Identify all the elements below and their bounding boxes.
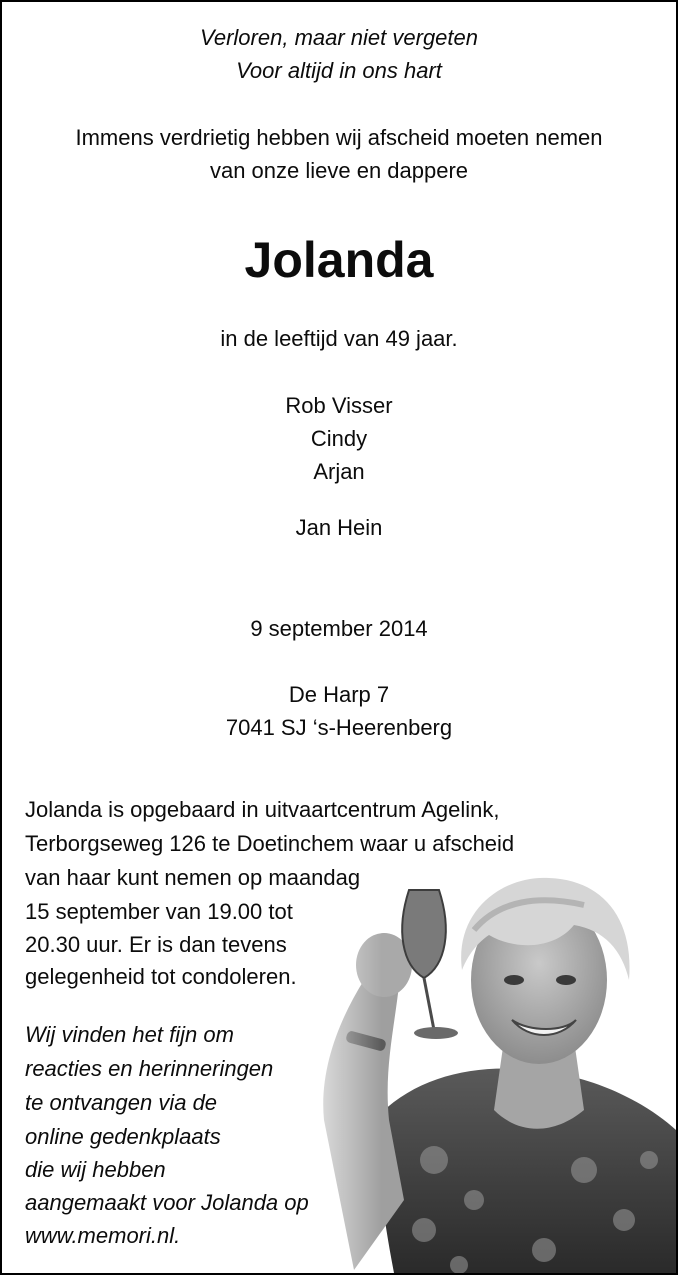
motto-line-2: Voor altijd in ons hart	[236, 58, 442, 83]
online-line-2: reacties en herinneringen	[25, 1056, 274, 1081]
online-line-6: aangemaakt voor Jolanda op	[25, 1190, 309, 1215]
deceased-name: Jolanda	[244, 232, 434, 288]
family-member-3: Arjan	[313, 459, 365, 484]
intro-line-1: Immens verdrietig hebben wij afscheid moeten nemen	[75, 125, 603, 150]
other-relative: Jan Hein	[295, 515, 383, 540]
address-line-1: De Harp 7	[288, 682, 390, 707]
online-line-3: te ontvangen via de	[25, 1090, 218, 1115]
motto-line-1: Verloren, maar niet vergeten	[200, 25, 478, 50]
family-member-1: Rob Visser	[285, 393, 393, 418]
viewing-line-6: gelegenheid tot condoleren.	[25, 964, 297, 989]
address-line-2: 7041 SJ ‘s-Heerenberg	[225, 715, 453, 740]
online-line-4: online gedenkplaats	[25, 1124, 221, 1149]
death-date: 9 september 2014	[250, 616, 428, 641]
age-line: in de leeftijd van 49 jaar.	[220, 326, 458, 351]
online-line-5: die wij hebben	[25, 1157, 166, 1182]
viewing-line-2: Terborgseweg 126 te Doetinchem waar u afscheid	[25, 831, 515, 856]
viewing-line-3: van haar kunt nemen op maandag	[25, 865, 361, 890]
memori-link[interactable]: www.memori.nl.	[25, 1223, 181, 1248]
portrait-photo	[284, 870, 676, 1273]
viewing-line-5: 20.30 uur. Er is dan tevens	[25, 932, 287, 957]
online-line-1: Wij vinden het fijn om	[25, 1022, 234, 1047]
intro-line-2: van onze lieve en dappere	[209, 158, 469, 183]
viewing-line-1: Jolanda is opgebaard in uitvaartcentrum Agelink,	[25, 797, 500, 822]
viewing-line-4: 15 september van 19.00 tot	[25, 899, 293, 924]
family-member-2: Cindy	[310, 426, 368, 451]
